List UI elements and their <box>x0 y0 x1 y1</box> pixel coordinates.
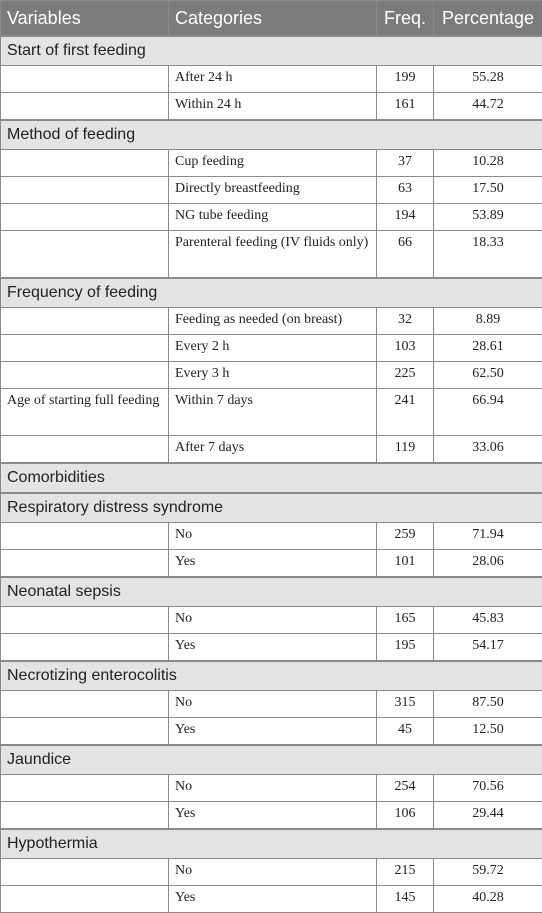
table-row <box>1 150 542 177</box>
percentage-cell: 70.56 <box>434 775 542 802</box>
freq-cell: 315 <box>377 691 434 718</box>
percentage-cell: 71.94 <box>434 523 542 550</box>
variable-cell <box>1 802 169 830</box>
section-label: Hypothermia <box>1 829 542 859</box>
category-cell: Cup feeding <box>169 150 377 177</box>
table-row <box>1 718 542 746</box>
section-label: Jaundice <box>1 745 542 775</box>
table-row <box>1 802 542 830</box>
category-cell: Yes <box>169 886 377 913</box>
variable-cell <box>1 859 169 886</box>
table-row <box>1 607 542 634</box>
category-cell: Yes <box>169 634 377 662</box>
section-label: Necrotizing enterocolitis <box>1 661 542 691</box>
percentage-cell: 33.06 <box>434 436 542 464</box>
section-label: Comorbidities <box>1 463 542 493</box>
variable-cell <box>1 204 169 231</box>
table-row <box>1 231 542 279</box>
section-row <box>1 577 542 607</box>
category-cell: No <box>169 775 377 802</box>
section-row <box>1 120 542 150</box>
variable-cell <box>1 308 169 335</box>
freq-cell: 119 <box>377 436 434 464</box>
category-cell: Yes <box>169 550 377 578</box>
freq-cell: 225 <box>377 362 434 389</box>
variable-cell <box>1 634 169 662</box>
variable-cell <box>1 550 169 578</box>
percentage-cell: 28.06 <box>434 550 542 578</box>
category-cell: Every 2 h <box>169 335 377 362</box>
variable-cell: Age of starting full feeding <box>1 389 169 436</box>
category-cell: Within 7 days <box>169 389 377 436</box>
percentage-cell: 87.50 <box>434 691 542 718</box>
section-row <box>1 36 542 66</box>
header-variables: Variables <box>1 1 169 37</box>
freq-cell: 241 <box>377 389 434 436</box>
category-cell: After 24 h <box>169 66 377 93</box>
category-cell: No <box>169 607 377 634</box>
percentage-cell: 45.83 <box>434 607 542 634</box>
table-header <box>1 1 542 37</box>
table-row <box>1 859 542 886</box>
freq-cell: 215 <box>377 859 434 886</box>
percentage-cell: 17.50 <box>434 177 542 204</box>
freq-cell: 37 <box>377 150 434 177</box>
freq-cell: 161 <box>377 93 434 121</box>
section-row <box>1 493 542 523</box>
variable-cell <box>1 335 169 362</box>
table-row <box>1 775 542 802</box>
freq-cell: 254 <box>377 775 434 802</box>
freq-cell: 259 <box>377 523 434 550</box>
percentage-cell: 18.33 <box>434 231 542 279</box>
variable-cell <box>1 607 169 634</box>
category-cell: Feeding as needed (on breast) <box>169 308 377 335</box>
section-row <box>1 829 542 859</box>
percentage-cell: 59.72 <box>434 859 542 886</box>
category-cell: Directly breastfeeding <box>169 177 377 204</box>
category-cell: Yes <box>169 802 377 830</box>
table-row <box>1 308 542 335</box>
category-cell: No <box>169 691 377 718</box>
freq-cell: 195 <box>377 634 434 662</box>
table-row <box>1 550 542 578</box>
freq-cell: 106 <box>377 802 434 830</box>
percentage-cell: 55.28 <box>434 66 542 93</box>
category-cell: Yes <box>169 718 377 746</box>
category-cell: Parenteral feeding (IV fluids only) <box>169 231 377 279</box>
section-row <box>1 463 542 493</box>
variable-cell <box>1 775 169 802</box>
variable-cell <box>1 523 169 550</box>
percentage-cell: 54.17 <box>434 634 542 662</box>
variable-cell <box>1 66 169 93</box>
variable-cell <box>1 436 169 464</box>
freq-cell: 45 <box>377 718 434 746</box>
variable-cell <box>1 150 169 177</box>
variable-cell <box>1 718 169 746</box>
variable-cell <box>1 362 169 389</box>
table-row <box>1 886 542 913</box>
table-row <box>1 634 542 662</box>
freq-cell: 32 <box>377 308 434 335</box>
variable-cell <box>1 886 169 913</box>
freq-cell: 145 <box>377 886 434 913</box>
section-label: Respiratory distress syndrome <box>1 493 542 523</box>
category-cell: No <box>169 523 377 550</box>
table-row <box>1 362 542 389</box>
table-row <box>1 523 542 550</box>
section-row <box>1 661 542 691</box>
category-cell: No <box>169 859 377 886</box>
table-body <box>1 36 542 913</box>
percentage-cell: 62.50 <box>434 362 542 389</box>
section-row <box>1 745 542 775</box>
section-label: Method of feeding <box>1 120 542 150</box>
section-label: Neonatal sepsis <box>1 577 542 607</box>
freq-cell: 199 <box>377 66 434 93</box>
freq-cell: 101 <box>377 550 434 578</box>
table-row <box>1 436 542 464</box>
percentage-cell: 40.28 <box>434 886 542 913</box>
variable-cell <box>1 93 169 121</box>
header-categories: Categories <box>169 1 377 37</box>
table-row <box>1 204 542 231</box>
variable-cell <box>1 691 169 718</box>
freq-cell: 63 <box>377 177 434 204</box>
freq-cell: 103 <box>377 335 434 362</box>
freq-cell: 66 <box>377 231 434 279</box>
percentage-cell: 66.94 <box>434 389 542 436</box>
percentage-cell: 10.28 <box>434 150 542 177</box>
variable-cell <box>1 177 169 204</box>
variable-cell <box>1 231 169 279</box>
section-row <box>1 278 542 308</box>
table-row <box>1 691 542 718</box>
table-row <box>1 177 542 204</box>
category-cell: NG tube feeding <box>169 204 377 231</box>
percentage-cell: 53.89 <box>434 204 542 231</box>
percentage-cell: 8.89 <box>434 308 542 335</box>
table-row <box>1 93 542 121</box>
percentage-cell: 12.50 <box>434 718 542 746</box>
header-row <box>1 1 542 37</box>
category-cell: After 7 days <box>169 436 377 464</box>
section-label: Start of first feeding <box>1 36 542 66</box>
table-row <box>1 389 542 436</box>
category-cell: Every 3 h <box>169 362 377 389</box>
header-freq: Freq. <box>377 1 434 37</box>
section-label: Frequency of feeding <box>1 278 542 308</box>
freq-cell: 194 <box>377 204 434 231</box>
percentage-cell: 44.72 <box>434 93 542 121</box>
header-percentage: Percentage <box>434 1 542 37</box>
percentage-cell: 28.61 <box>434 335 542 362</box>
table-row <box>1 66 542 93</box>
freq-cell: 165 <box>377 607 434 634</box>
percentage-cell: 29.44 <box>434 802 542 830</box>
table-row <box>1 335 542 362</box>
category-cell: Within 24 h <box>169 93 377 121</box>
